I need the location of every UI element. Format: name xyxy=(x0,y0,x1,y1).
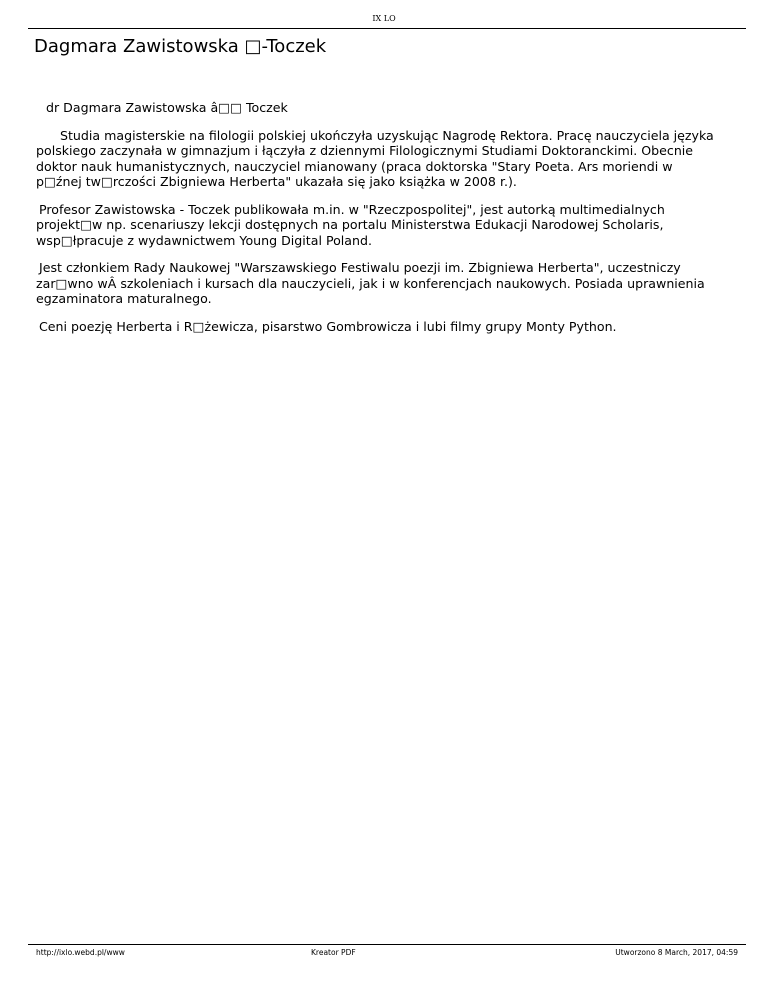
author-byline: dr Dagmara Zawistowska â□□ Toczek xyxy=(46,100,288,115)
paragraph-education: Studia magisterskie na filologii polskiej ukończyła uzyskując Nagrodę Rektora. Pracę nauczyciela języka polskiego zaczynała w gimnazjum i łączyła z dziennymi Filologicznymi Studiami Doktoranckimi. Obecnie doktor nauk humanistycznych, nauczyciel mianowany (praca doktorska "Stary Poeta. Ars moriendi w p□źnej tw□rczości Zbigniewa Herberta" ukazała się jako książka w 2008 r.). xyxy=(36,127,714,189)
footer-url: http://ixlo.webd.pl/www xyxy=(36,948,125,957)
paragraph-interests: Ceni poezję Herberta i R□żewicza, pisarstwo Gombrowicza i lubi filmy grupy Monty Python. xyxy=(39,318,617,334)
article-body xyxy=(36,100,716,346)
footer-divider xyxy=(28,944,746,945)
page-title: Dagmara Zawistowska □-Toczek xyxy=(34,36,327,57)
footer-creator: Kreator PDF xyxy=(311,948,356,957)
paragraph-publications: Profesor Zawistowska - Toczek publikowała m.in. w "Rzeczpospolitej", jest autorką multimedialnych projekt□w np. scenariuszy lekcji dostępnych na portalu Ministerstwa Edukacji Narodowej Scholaris, wsp□łpracuje z wydawnictwem Young Digital Poland. xyxy=(36,201,665,248)
site-header: IX LO xyxy=(372,14,396,23)
footer-created-date: Utworzono 8 March, 2017, 04:59 xyxy=(615,948,738,957)
header-divider xyxy=(28,28,746,29)
paragraph-memberships: Jest członkiem Rady Naukowej "Warszawskiego Festiwalu poezji im. Zbigniewa Herberta", uczestniczy zar□wno wÂ szkoleniach i kursach dla nauczycieli, jak i w konferencjach naukowych. Posiada uprawnienia egzaminatora maturalnego. xyxy=(36,260,705,306)
